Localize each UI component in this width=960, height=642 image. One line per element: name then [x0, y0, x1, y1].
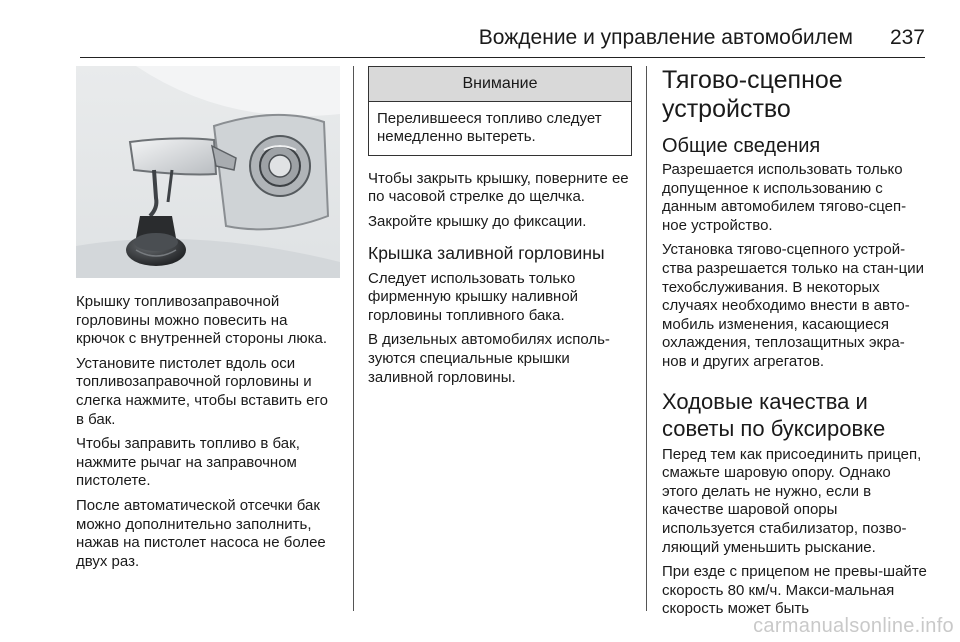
paragraph: Чтобы заправить топливо в бак, нажмите рычаг на заправочном пистолете. — [76, 435, 300, 490]
page-number: 237 — [889, 26, 925, 49]
column-3 — [662, 66, 928, 625]
warning-title: Внимание — [369, 67, 631, 102]
paragraph: Установите пистолет вдоль оси топливозаправочной горловины и слегка нажмите, чтобы вставить его в бак. — [76, 354, 328, 428]
paragraph: Перед тем как присоединить прицеп, смажьте шаровую опору. Однако этого делать не нужно, если в качестве шаровой опоры используется стабилизатор, позво-ляющий уменьшить рыскание. — [662, 445, 922, 556]
column-divider-2 — [646, 66, 647, 611]
column-1 — [76, 66, 340, 577]
warning-box — [368, 66, 632, 156]
fuel-filler-illustration — [76, 66, 340, 278]
heading-line: устройство — [662, 95, 791, 123]
warning-text: Перелившееся топливо следует немедленно вытереть. — [377, 109, 602, 146]
paragraph: В дизельных автомобилях исполь-зуются специальные крышки заливной горловины. — [368, 331, 610, 386]
column-divider-1 — [353, 66, 354, 611]
section-heading — [662, 388, 928, 442]
page-header — [80, 24, 925, 60]
paragraph: Чтобы закрыть крышку, поверните ее по часовой стрелке до щелчка. — [368, 169, 629, 206]
column-2 — [368, 66, 632, 393]
section-heading — [662, 66, 928, 124]
paragraph: Крышку топливозаправочной горловины можно повесить на крючок с внутренней стороны люка. — [76, 293, 328, 348]
header-title: Вождение и управление автомобилем — [478, 26, 853, 49]
heading-line: Тягово-сцепное — [662, 66, 843, 94]
paragraph: Следует использовать только фирменную крышку наливной горловины топливного бака. — [368, 269, 579, 324]
section-subheading: Крышка заливной горловины — [368, 242, 605, 263]
section-subheading: Общие сведения — [662, 135, 821, 157]
paragraph: Установка тягово-сцепного устрой-ства разрешается только на стан-ции техобслуживания. В некоторых случаях необходимо внести в авто-мобиль изменения, касающиеся охлаждения, теплозащитных экра-нов и других агрегатов. — [662, 241, 924, 370]
heading-line: советы по буксировке — [662, 415, 886, 441]
paragraph: Закройте крышку до фиксации. — [368, 212, 587, 230]
heading-line: Ходовые качества и — [662, 388, 868, 414]
fuel-cap-drawing — [76, 66, 340, 278]
header-rule — [80, 57, 925, 58]
paragraph: При езде с прицепом не превы-шайте скорость 80 км/ч. Макси-мальная скорость может быть — [662, 563, 927, 618]
paragraph: После автоматической отсечки бак можно дополнительно заполнить, нажав на пистолет насоса не более двух раз. — [76, 496, 326, 570]
paragraph: Разрешается использовать только допущенное к использованию с данным автомобилем тягово-сцеп-ное устройство. — [662, 161, 907, 234]
footer-watermark: carmanualsonline.info — [753, 615, 954, 637]
